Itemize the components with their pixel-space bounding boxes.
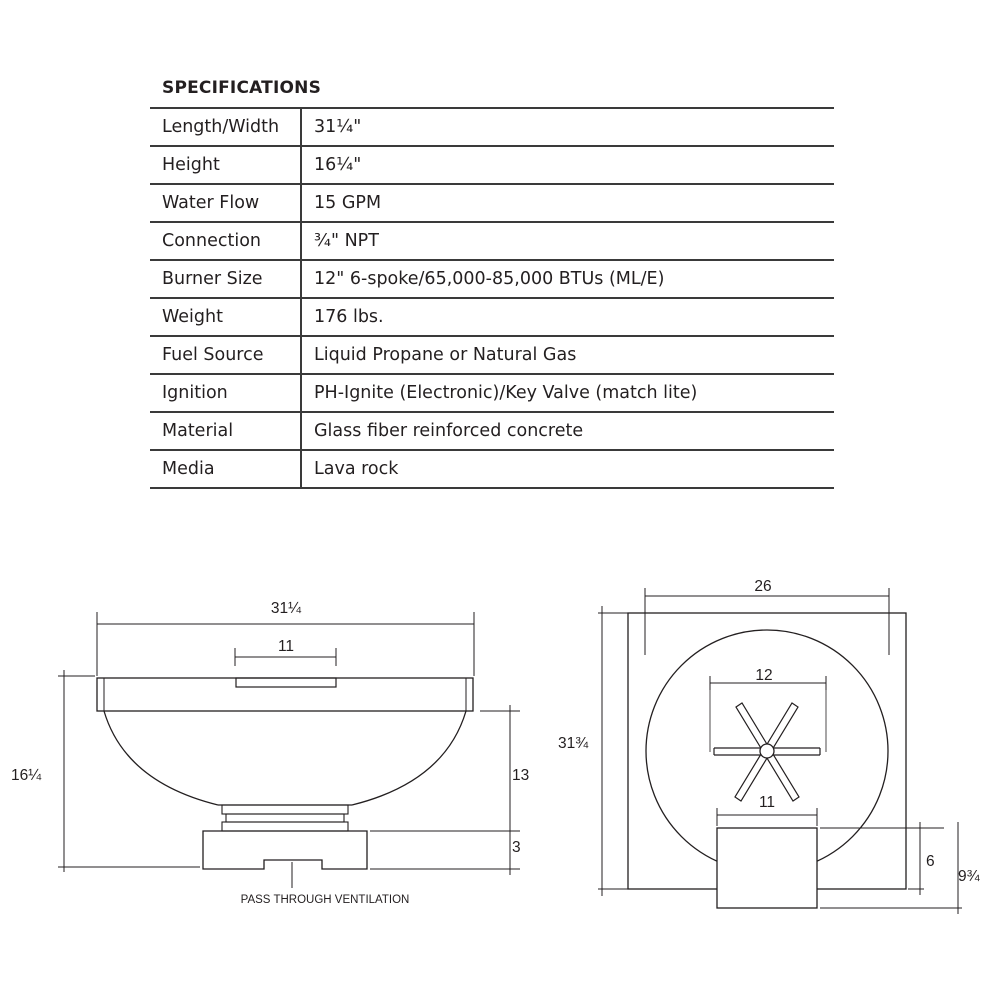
side-height-label: 16¼ — [11, 767, 42, 784]
spec-value: 15 GPM — [314, 193, 382, 213]
spec-value: ¾" NPT — [314, 231, 379, 251]
specifications-title: SPECIFICATIONS — [162, 78, 322, 98]
top-width-label: 26 — [754, 578, 772, 595]
top-view-drawing — [598, 588, 962, 914]
spec-value: PH-Ignite (Electronic)/Key Valve (match lite) — [314, 383, 698, 403]
spec-value: Lava rock — [314, 459, 399, 479]
overall-depth-label: 9¾ — [958, 868, 980, 885]
spec-label: Water Flow — [150, 185, 302, 221]
spec-value: 31¼" — [314, 117, 362, 137]
top-depth-label: 31¾ — [558, 735, 589, 752]
spec-value: Liquid Propane or Natural Gas — [314, 345, 577, 365]
spec-value: 16¼" — [314, 155, 362, 175]
burner-width-label: 12 — [755, 667, 773, 684]
ventilation-caption: PASS THROUGH VENTILATION — [240, 894, 410, 906]
spec-label: Connection — [150, 223, 302, 259]
scupper-depth-label: 6 — [926, 853, 935, 870]
top-scupper-label: 11 — [758, 794, 776, 811]
spec-label: Burner Size — [150, 261, 302, 297]
spec-label: Length/Width — [150, 109, 302, 145]
spec-label: Fuel Source — [150, 337, 302, 373]
spec-label: Weight — [150, 299, 302, 335]
spec-label: Ignition — [150, 375, 302, 411]
spec-value: 176 lbs. — [314, 307, 384, 327]
side-base-height-label: 3 — [512, 839, 521, 856]
side-scupper-label: 11 — [277, 638, 295, 655]
spec-value: Glass fiber reinforced concrete — [314, 421, 584, 441]
spec-label: Material — [150, 413, 302, 449]
spec-value: 12" 6-spoke/65,000-85,000 BTUs (ML/E) — [314, 269, 665, 289]
side-width-label: 31¼ — [270, 600, 302, 617]
spec-label: Height — [150, 147, 302, 183]
side-bowl-height-label: 13 — [512, 767, 530, 784]
spec-label: Media — [150, 451, 302, 487]
